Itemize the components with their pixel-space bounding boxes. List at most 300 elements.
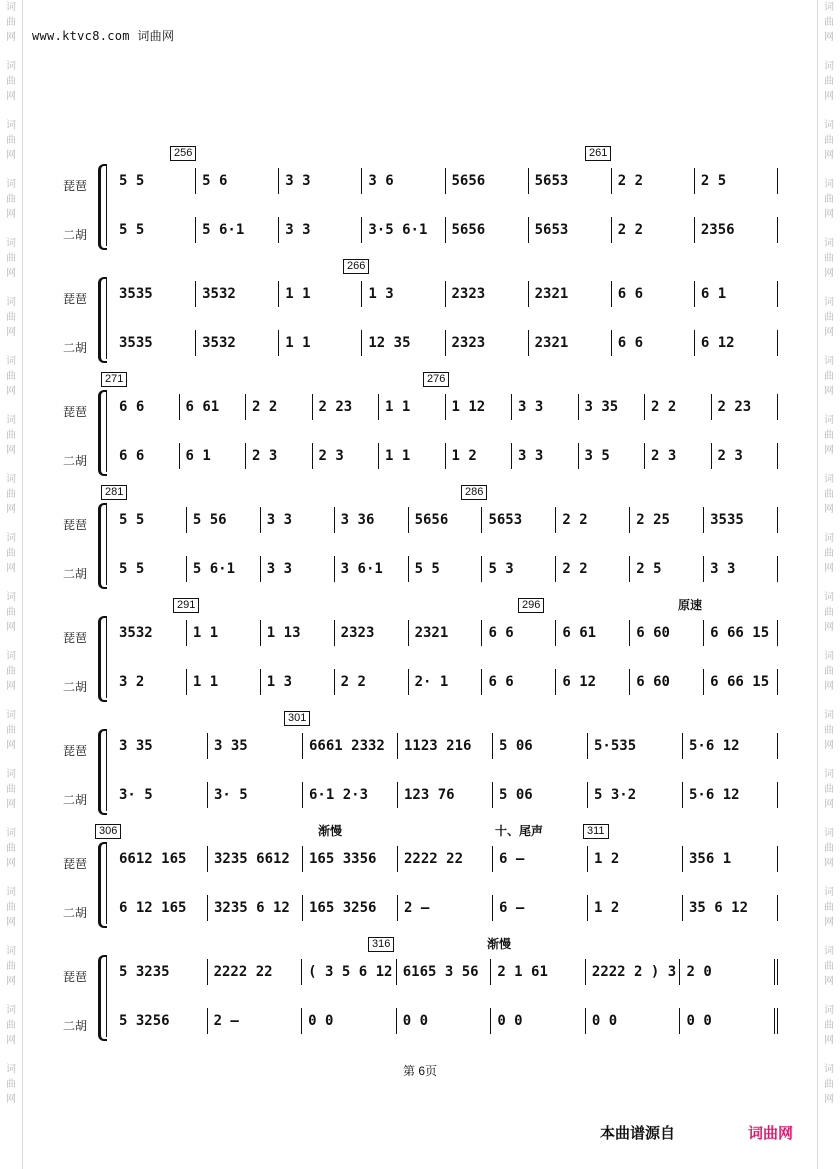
- measure: 6 60: [630, 669, 704, 695]
- measure: 3535: [704, 507, 778, 533]
- score-body: [58, 140, 778, 1044]
- watermark-char: 曲: [6, 1079, 16, 1090]
- watermark-char: 词: [824, 61, 834, 72]
- measure: 5653: [529, 168, 612, 194]
- watermark-char: 网: [6, 799, 16, 810]
- watermark-char: 词: [824, 356, 834, 367]
- measure: 5 5: [113, 507, 187, 533]
- instrument-label-erhu: 二胡: [63, 1019, 88, 1033]
- rehearsal-number: 261: [585, 146, 611, 161]
- rehearsal-number: 286: [461, 485, 487, 500]
- measure: 123 76: [398, 782, 493, 808]
- measure: 1 1: [279, 281, 362, 307]
- measure: 3 3: [261, 556, 335, 582]
- score-system: [58, 366, 778, 479]
- watermark-char: 曲: [6, 961, 16, 972]
- watermark-char: 曲: [824, 666, 834, 677]
- watermark-char: 曲: [824, 784, 834, 795]
- tempo-annotation: 十、尾声: [495, 824, 544, 838]
- measure: 6·1 2·3: [303, 782, 398, 808]
- watermark-char: 词: [824, 179, 834, 190]
- measure: 3 3: [279, 168, 362, 194]
- watermark-char: 网: [824, 681, 834, 692]
- score-system: [58, 479, 778, 592]
- measure: 2 –: [398, 895, 493, 921]
- watermark-char: 词: [6, 592, 16, 603]
- watermark-char: 网: [6, 386, 16, 397]
- instrument-label-erhu: 二胡: [63, 680, 88, 694]
- measure: 3 2: [113, 669, 187, 695]
- measure: 2321: [529, 330, 612, 356]
- instrument-label-pipa: 琵琶: [63, 857, 88, 871]
- pipa-staff-line: [113, 507, 778, 533]
- measure: 6 61: [180, 394, 247, 420]
- watermark-char: 曲: [6, 76, 16, 87]
- watermark-char: 词: [824, 2, 834, 13]
- measure: 5 06: [493, 782, 588, 808]
- pipa-staff-line: [113, 959, 778, 985]
- measure: 6 6: [113, 443, 180, 469]
- measure: 5 06: [493, 733, 588, 759]
- watermark-char: 曲: [6, 902, 16, 913]
- measure: 3 35: [208, 733, 303, 759]
- watermark-char: 词: [6, 710, 16, 721]
- rehearsal-number: 296: [518, 598, 544, 613]
- measure: 2 3: [645, 443, 712, 469]
- measure: 3 3: [512, 443, 579, 469]
- measure: 5 3: [482, 556, 556, 582]
- measure: 2 2: [556, 507, 630, 533]
- watermark-char: 词: [6, 356, 16, 367]
- measure: 1 1: [379, 394, 446, 420]
- pipa-staff-line: [113, 733, 778, 759]
- instrument-label-erhu: 二胡: [63, 906, 88, 920]
- rehearsal-number: 256: [170, 146, 196, 161]
- measure: 12 35: [362, 330, 445, 356]
- measure: 5·6 12: [683, 733, 778, 759]
- watermark-char: 词: [824, 946, 834, 957]
- measure: 165 3256: [303, 895, 398, 921]
- watermark-char: 曲: [6, 17, 16, 28]
- watermark-char: 网: [824, 445, 834, 456]
- watermark-char: 曲: [6, 725, 16, 736]
- watermark-char: 曲: [824, 253, 834, 264]
- pipa-staff-line: [113, 394, 778, 420]
- instrument-label-pipa: 琵琶: [63, 970, 88, 984]
- watermark-char: 网: [6, 445, 16, 456]
- measure: 1 2: [588, 895, 683, 921]
- watermark-char: 词: [6, 297, 16, 308]
- measure: 2 3: [712, 443, 779, 469]
- watermark-char: 曲: [824, 961, 834, 972]
- measure: 2 2: [246, 394, 313, 420]
- right-watermark-strip: [817, 0, 840, 1169]
- watermark-char: 曲: [6, 371, 16, 382]
- watermark-char: 曲: [6, 843, 16, 854]
- watermark-char: 网: [6, 91, 16, 102]
- watermark-char: 曲: [824, 902, 834, 913]
- watermark-char: 词: [6, 179, 16, 190]
- measure: 5 5: [113, 168, 196, 194]
- score-system: [58, 140, 778, 253]
- measure: 0 0: [491, 1008, 586, 1034]
- measure: 6 1: [180, 443, 247, 469]
- score-system: [58, 818, 778, 931]
- watermark-char: 网: [824, 91, 834, 102]
- rehearsal-number: 301: [284, 711, 310, 726]
- watermark-char: 词: [824, 651, 834, 662]
- measure: 3 36: [335, 507, 409, 533]
- watermark-char: 曲: [824, 312, 834, 323]
- measure: 5 5: [409, 556, 483, 582]
- measure: 3 3: [279, 217, 362, 243]
- watermark-char: 网: [824, 327, 834, 338]
- score-system: [58, 705, 778, 818]
- measure: 3535: [113, 330, 196, 356]
- erhu-staff-line: [113, 330, 778, 356]
- tempo-annotation: 原速: [678, 598, 703, 612]
- watermark-char: 词: [6, 769, 16, 780]
- measure: 5653: [529, 217, 612, 243]
- measure: 6 1: [695, 281, 778, 307]
- measure: 6 12 165: [113, 895, 208, 921]
- measure: 2323: [446, 281, 529, 307]
- watermark-char: 词: [824, 533, 834, 544]
- measure: 1 1: [187, 669, 261, 695]
- measure: 6 61: [556, 620, 630, 646]
- watermark-char: 网: [6, 209, 16, 220]
- watermark-char: 网: [824, 32, 834, 43]
- watermark-char: 网: [6, 1094, 16, 1105]
- watermark-char: 网: [6, 150, 16, 161]
- watermark-char: 词: [824, 710, 834, 721]
- measure: 3532: [196, 281, 279, 307]
- watermark-char: 网: [6, 268, 16, 279]
- watermark-char: 网: [824, 799, 834, 810]
- measure: 3535: [113, 281, 196, 307]
- erhu-staff-line: [113, 556, 778, 582]
- system-start-barline: [106, 279, 107, 359]
- watermark-char: 曲: [6, 784, 16, 795]
- rehearsal-number: 306: [95, 824, 121, 839]
- measure: 165 3356: [303, 846, 398, 872]
- measure: 2 –: [208, 1008, 303, 1034]
- system-start-barline: [106, 505, 107, 585]
- instrument-label-pipa: 琵琶: [63, 744, 88, 758]
- watermark-char: 曲: [6, 312, 16, 323]
- watermark-char: 网: [824, 504, 834, 515]
- watermark-char: 词: [6, 120, 16, 131]
- watermark-char: 曲: [824, 371, 834, 382]
- watermark-char: 词: [6, 887, 16, 898]
- measure: 356 1: [683, 846, 778, 872]
- measure: 5·6 12: [683, 782, 778, 808]
- measure: 1 2: [588, 846, 683, 872]
- measure: 2321: [529, 281, 612, 307]
- watermark-char: 词: [6, 533, 16, 544]
- measure: 6 6: [482, 669, 556, 695]
- watermark-char: 词: [824, 592, 834, 603]
- watermark-char: 网: [6, 858, 16, 869]
- watermark-char: 曲: [824, 1020, 834, 1031]
- measure: 6 6: [482, 620, 556, 646]
- measure: 5 56: [187, 507, 261, 533]
- measure: 3 6·1: [335, 556, 409, 582]
- watermark-char: 曲: [6, 135, 16, 146]
- watermark-char: 曲: [824, 135, 834, 146]
- instrument-label-erhu: 二胡: [63, 454, 88, 468]
- measure: 3 6: [362, 168, 445, 194]
- watermark-char: 曲: [6, 430, 16, 441]
- watermark-char: 词: [824, 769, 834, 780]
- page-number: 第 6页: [402, 1064, 437, 1078]
- watermark-char: 词: [824, 415, 834, 426]
- watermark-char: 网: [6, 504, 16, 515]
- measure: 2222 2 ) 3: [586, 959, 681, 985]
- watermark-char: 曲: [6, 253, 16, 264]
- measure: 1 1: [187, 620, 261, 646]
- watermark-char: 曲: [6, 489, 16, 500]
- measure: 5·535: [588, 733, 683, 759]
- measure: 2 2: [645, 394, 712, 420]
- watermark-char: 词: [6, 946, 16, 957]
- watermark-char: 曲: [6, 1020, 16, 1031]
- watermark-char: 网: [824, 976, 834, 987]
- rehearsal-number: 291: [173, 598, 199, 613]
- rehearsal-number: 271: [101, 372, 127, 387]
- measure: 3235 6612: [208, 846, 303, 872]
- measure: 3532: [113, 620, 187, 646]
- watermark-char: 网: [824, 917, 834, 928]
- measure: 6 12: [695, 330, 778, 356]
- measure: 2 2: [612, 168, 695, 194]
- measure: 2323: [335, 620, 409, 646]
- tempo-annotation: 渐慢: [318, 824, 343, 838]
- measure: 3· 5: [113, 782, 208, 808]
- watermark-char: 曲: [824, 725, 834, 736]
- measure: 5656: [446, 168, 529, 194]
- measure: 3 35: [579, 394, 646, 420]
- measure: 2 23: [712, 394, 779, 420]
- measure: 2 5: [695, 168, 778, 194]
- system-start-barline: [106, 392, 107, 472]
- measure: 6661 2332: [303, 733, 398, 759]
- watermark-char: 曲: [824, 17, 834, 28]
- watermark-char: 曲: [824, 1079, 834, 1090]
- watermark-char: 词: [6, 2, 16, 13]
- measure: 6 12: [556, 669, 630, 695]
- watermark-char: 词: [6, 1064, 16, 1075]
- watermark-char: 曲: [824, 76, 834, 87]
- measure: 2 5: [630, 556, 704, 582]
- measure: 3·5 6·1: [362, 217, 445, 243]
- measure: 2321: [409, 620, 483, 646]
- erhu-staff-line: [113, 782, 778, 808]
- watermark-char: 词: [6, 828, 16, 839]
- watermark-char: 词: [6, 61, 16, 72]
- watermark-char: 网: [824, 1094, 834, 1105]
- measure: 2323: [446, 330, 529, 356]
- measure: 2 23: [313, 394, 380, 420]
- watermark-char: 曲: [824, 489, 834, 500]
- measure: 0 0: [680, 1008, 778, 1034]
- measure: 2 3: [246, 443, 313, 469]
- watermark-char: 词: [824, 297, 834, 308]
- rehearsal-number: 311: [583, 824, 609, 839]
- measure: 35 6 12: [683, 895, 778, 921]
- measure: 5 6: [196, 168, 279, 194]
- measure: 2 2: [612, 217, 695, 243]
- watermark-char: 曲: [824, 843, 834, 854]
- watermark-char: 曲: [6, 194, 16, 205]
- erhu-staff-line: [113, 217, 778, 243]
- pipa-staff-line: [113, 846, 778, 872]
- pipa-staff-line: [113, 281, 778, 307]
- pipa-staff-line: [113, 168, 778, 194]
- watermark-char: 网: [824, 386, 834, 397]
- watermark-char: 网: [6, 563, 16, 574]
- measure: 6165 3 56: [397, 959, 492, 985]
- erhu-staff-line: [113, 443, 778, 469]
- measure: 2356: [695, 217, 778, 243]
- watermark-char: 词: [6, 238, 16, 249]
- measure: 5656: [446, 217, 529, 243]
- watermark-char: 词: [6, 415, 16, 426]
- measure: 5 3256: [113, 1008, 208, 1034]
- tempo-annotation: 渐慢: [487, 937, 512, 951]
- measure: 6 60: [630, 620, 704, 646]
- watermark-char: 词: [6, 651, 16, 662]
- measure: 5 5: [113, 217, 196, 243]
- source-label: 本曲谱源自: [600, 1125, 676, 1142]
- erhu-staff-line: [113, 895, 778, 921]
- watermark-char: 词: [824, 887, 834, 898]
- measure: 3 3: [704, 556, 778, 582]
- measure: 2222 22: [208, 959, 303, 985]
- pipa-staff-line: [113, 620, 778, 646]
- watermark-char: 网: [6, 32, 16, 43]
- system-start-barline: [106, 957, 107, 1037]
- instrument-label-erhu: 二胡: [63, 341, 88, 355]
- watermark-char: 网: [824, 150, 834, 161]
- measure: 5653: [482, 507, 556, 533]
- score-system: [58, 592, 778, 705]
- watermark-char: 词: [824, 120, 834, 131]
- measure: 3 3: [512, 394, 579, 420]
- measure: 2 25: [630, 507, 704, 533]
- watermark-char: 曲: [824, 548, 834, 559]
- watermark-char: 网: [6, 327, 16, 338]
- measure: 6 –: [493, 846, 588, 872]
- system-start-barline: [106, 844, 107, 924]
- measure: 5 6·1: [187, 556, 261, 582]
- measure: 2 1 61: [491, 959, 586, 985]
- watermark-char: 网: [824, 740, 834, 751]
- watermark-char: 词: [824, 1005, 834, 1016]
- watermark-char: 曲: [6, 548, 16, 559]
- left-watermark-strip: [0, 0, 23, 1169]
- measure: 1 13: [261, 620, 335, 646]
- brand-link[interactable]: 词曲网: [748, 1125, 794, 1142]
- rehearsal-number: 276: [423, 372, 449, 387]
- system-start-barline: [106, 731, 107, 811]
- score-system: [58, 253, 778, 366]
- measure: 2 0: [680, 959, 778, 985]
- measure: 3235 6 12: [208, 895, 303, 921]
- watermark-char: 词: [6, 1005, 16, 1016]
- measure: 0 0: [397, 1008, 492, 1034]
- instrument-label-erhu: 二胡: [63, 567, 88, 581]
- instrument-label-pipa: 琵琶: [63, 405, 88, 419]
- watermark-char: 曲: [824, 430, 834, 441]
- measure: 3 3: [261, 507, 335, 533]
- measure: 0 0: [586, 1008, 681, 1034]
- measure: 2 2: [556, 556, 630, 582]
- watermark-char: 曲: [824, 607, 834, 618]
- measure: 3 35: [113, 733, 208, 759]
- measure: 6 6: [113, 394, 180, 420]
- watermark-char: 网: [824, 858, 834, 869]
- measure: 5 5: [113, 556, 187, 582]
- watermark-char: 网: [824, 209, 834, 220]
- measure: 2 3: [313, 443, 380, 469]
- measure: 1 3: [362, 281, 445, 307]
- rehearsal-number: 316: [368, 937, 394, 952]
- measure: 1123 216: [398, 733, 493, 759]
- measure: 3532: [196, 330, 279, 356]
- watermark-char: 网: [6, 1035, 16, 1046]
- measure: 3· 5: [208, 782, 303, 808]
- watermark-char: 网: [824, 1035, 834, 1046]
- measure: 5 3·2: [588, 782, 683, 808]
- measure: 5 3235: [113, 959, 208, 985]
- erhu-staff-line: [113, 669, 778, 695]
- score-system: [58, 931, 778, 1044]
- watermark-char: 词: [6, 474, 16, 485]
- watermark-char: 网: [824, 563, 834, 574]
- instrument-label-erhu: 二胡: [63, 793, 88, 807]
- measure: ( 3 5 6 12: [302, 959, 397, 985]
- watermark-char: 曲: [824, 194, 834, 205]
- watermark-char: 网: [824, 268, 834, 279]
- measure: 6 –: [493, 895, 588, 921]
- measure: 1 1: [279, 330, 362, 356]
- measure: 2· 1: [409, 669, 483, 695]
- measure: 0 0: [302, 1008, 397, 1034]
- measure: 1 1: [379, 443, 446, 469]
- instrument-label-erhu: 二胡: [63, 228, 88, 242]
- measure: 6 66 15: [704, 669, 778, 695]
- system-start-barline: [106, 618, 107, 698]
- measure: 6 6: [612, 330, 695, 356]
- watermark-char: 词: [824, 474, 834, 485]
- erhu-staff-line: [113, 1008, 778, 1034]
- watermark-char: 网: [6, 740, 16, 751]
- watermark-char: 词: [824, 238, 834, 249]
- measure: 1 2: [446, 443, 513, 469]
- measure: 1 3: [261, 669, 335, 695]
- site-url-header[interactable]: www.ktvc8.com 词曲网: [32, 29, 175, 43]
- measure: 2 2: [335, 669, 409, 695]
- rehearsal-number: 266: [343, 259, 369, 274]
- watermark-char: 曲: [6, 666, 16, 677]
- watermark-char: 网: [6, 976, 16, 987]
- measure: 2222 22: [398, 846, 493, 872]
- measure: 5656: [409, 507, 483, 533]
- instrument-label-pipa: 琵琶: [63, 631, 88, 645]
- measure: 6 6: [612, 281, 695, 307]
- measure: 1 12: [446, 394, 513, 420]
